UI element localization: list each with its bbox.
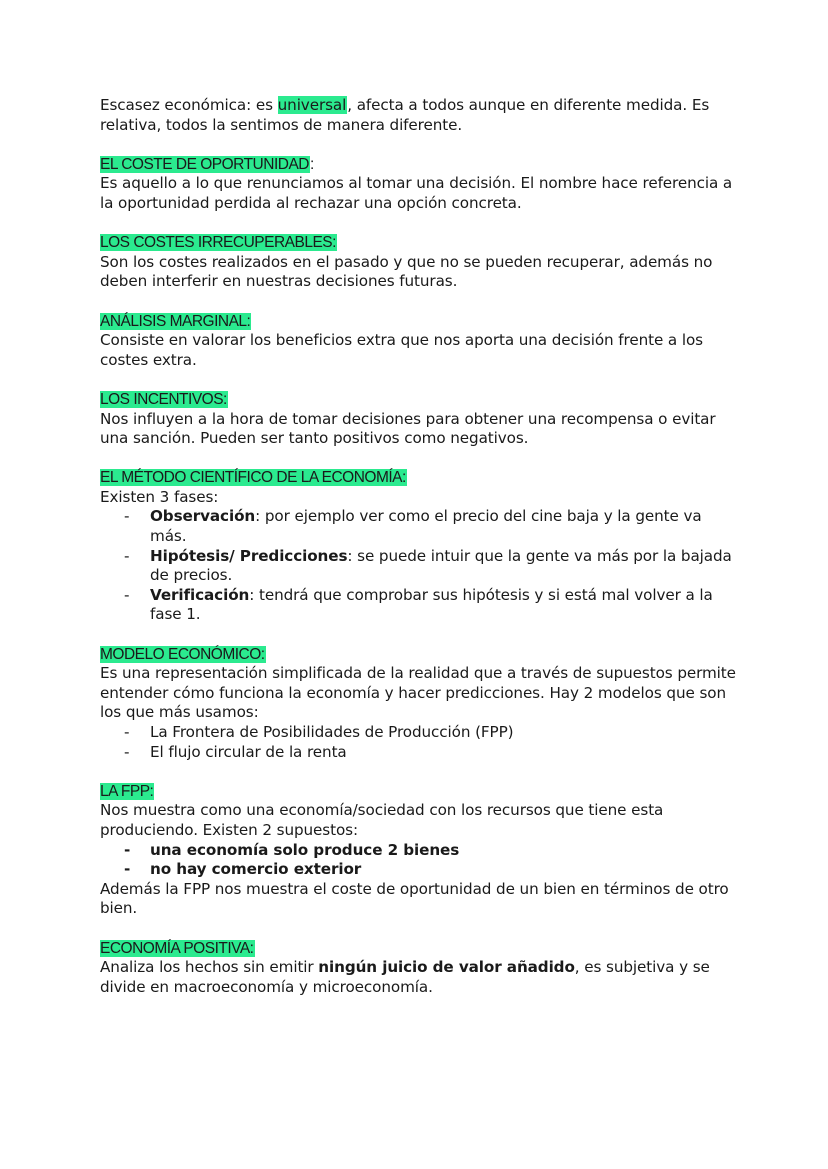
heading-highlight: EL MÉTODO CIENTÍFICO DE LA ECONOMÍA:	[100, 469, 406, 487]
section-heading-economia-positiva	[100, 939, 740, 959]
list-item-text: : se puede intuir que la gente va más por la bajada de precios.	[150, 546, 732, 585]
highlighted-word: universal	[277, 96, 347, 114]
modelos-list	[100, 723, 740, 762]
dash-bullet: -	[124, 585, 130, 604]
heading-highlight: ECONOMÍA POSITIVA:	[100, 939, 254, 957]
list-item-text: no hay comercio exterior	[150, 860, 362, 879]
list-item-term: Observación	[150, 507, 256, 526]
dash-bullet: -	[124, 723, 130, 741]
dash-bullet: -	[124, 507, 130, 526]
body-text: Analiza los hechos sin emitir	[100, 958, 319, 977]
section-body-economia-positiva	[100, 958, 740, 997]
section-body-analisis-marginal: Consiste en valorar los beneficios extra que nos aporta una decisión frente a los costes extra.	[100, 331, 703, 369]
section-heading-la-fpp	[100, 782, 740, 802]
dash-bullet: -	[124, 546, 130, 565]
body-text-rest: , es subjetiva y se divide en macroeconomía y microeconomía.	[100, 958, 710, 996]
section-body-coste-oportunidad: Es aquello a lo que renunciamos al tomar una decisión. El nombre hace referencia a la oportunidad perdida al rechazar una opción concreta.	[100, 174, 733, 212]
section-heading-incentivos	[100, 390, 740, 410]
list-item	[124, 743, 740, 763]
heading-highlight: LOS COSTES IRRECUPERABLES:	[100, 234, 336, 252]
list-item	[124, 841, 740, 861]
list-item	[124, 586, 740, 625]
section-heading-metodo-cientifico	[100, 468, 740, 488]
list-item-text: : por ejemplo ver como el precio del cine baja y la gente va más.	[150, 507, 702, 546]
heading-highlight: ANÁLISIS MARGINAL:	[100, 312, 251, 330]
heading-suffix: :	[309, 155, 314, 173]
section-body-modelo-economico: Es una representación simplificada de la realidad que a través de supuestos permite entender cómo funciona la economía y hacer predicciones. Hay 2 modelos que son los que más usamos:	[100, 664, 736, 722]
list-item-text: La Frontera de Posibilidades de Producción (FPP)	[150, 723, 514, 741]
section-body-incentivos: Nos influyen a la hora de tomar decisiones para obtener una recompensa o evitar una sanción. Pueden ser tanto positivos como negativos.	[100, 409, 716, 448]
list-item	[124, 860, 740, 880]
heading-highlight: MODELO ECONÓMICO:	[100, 645, 265, 663]
section-heading-modelo-economico	[100, 645, 740, 665]
section-body-costes-irrecuperables: Son los costes realizados en el pasado y que no se pueden recuperar, además no deben interferir en nuestras decisiones futuras.	[100, 252, 713, 291]
heading-highlight: EL COSTE DE OPORTUNIDAD	[100, 155, 309, 173]
dash-bullet: -	[124, 742, 130, 761]
list-item-text: : tendrá que comprobar sus hipótesis y si está mal volver a la fase 1.	[150, 585, 713, 624]
body-bold-text: ningún juicio de valor añadido	[318, 958, 575, 977]
intro-paragraph	[100, 96, 740, 135]
list-item	[124, 507, 740, 546]
list-item	[124, 723, 740, 743]
heading-highlight: LOS INCENTIVOS:	[100, 390, 227, 408]
section-body-la-fpp: Nos muestra como una economía/sociedad con los recursos que tiene esta produciendo. Existen 2 supuestos:	[100, 801, 664, 839]
list-item-term: Verificación	[150, 585, 250, 604]
dash-bullet: -	[124, 860, 131, 879]
section-heading-costes-irrecuperables	[100, 233, 740, 253]
list-item-term: Hipótesis/ Predicciones	[150, 546, 348, 565]
section-after-la-fpp: Además la FPP nos muestra el coste de oportunidad de un bien en términos de otro bien.	[100, 879, 729, 918]
list-item	[124, 547, 740, 586]
section-body-metodo-cientifico: Existen 3 fases:	[100, 487, 219, 506]
fases-list	[100, 507, 740, 625]
intro-text-rest: , afecta a todos aunque en diferente medida. Es relativa, todos la sentimos de manera diferente.	[100, 96, 710, 134]
dash-bullet: -	[124, 840, 131, 859]
intro-text: Escasez económica: es	[100, 96, 278, 114]
document-page	[100, 96, 740, 997]
heading-highlight: LA FPP:	[100, 782, 154, 800]
list-item-text: El flujo circular de la renta	[150, 742, 347, 761]
supuestos-list	[100, 841, 740, 880]
list-item-text: una economía solo produce 2 bienes	[150, 840, 460, 859]
section-heading-coste-oportunidad	[100, 155, 740, 175]
section-heading-analisis-marginal	[100, 312, 740, 332]
